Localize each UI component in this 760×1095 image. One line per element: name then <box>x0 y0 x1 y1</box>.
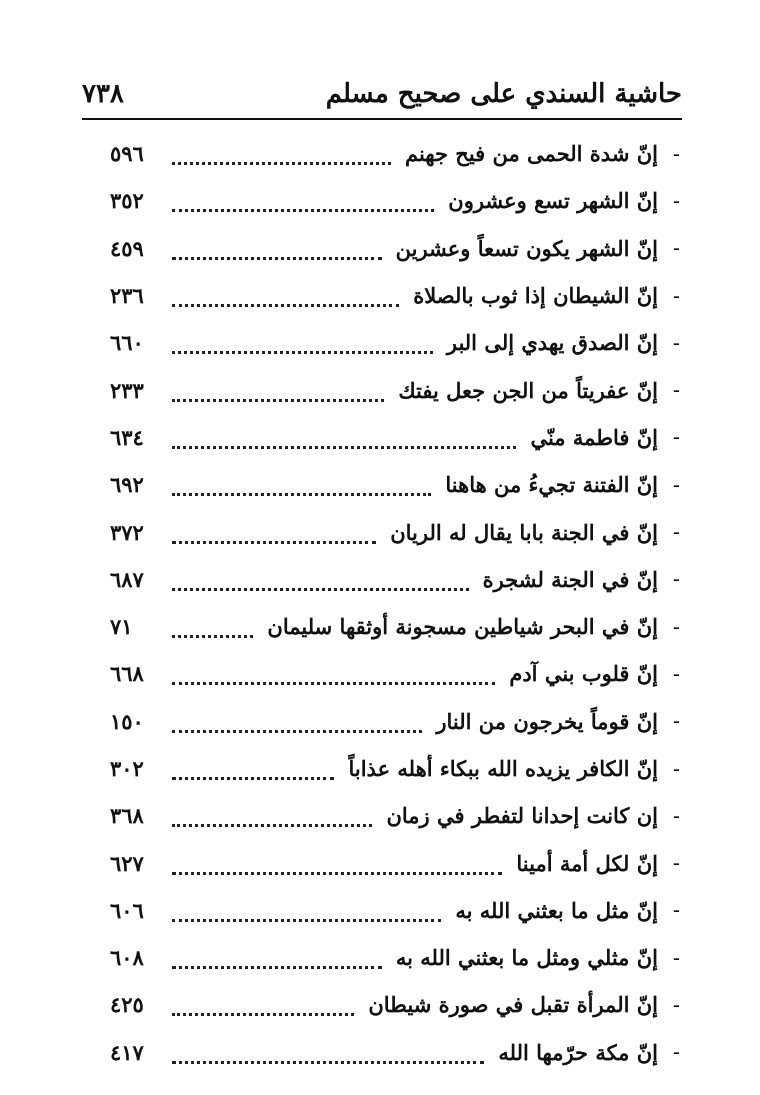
entry-text: إنّ قلوب بني آدم <box>509 661 658 687</box>
entry-text: إنّ في الجنة لشجرة <box>482 566 658 592</box>
entry-dash: - <box>672 472 680 497</box>
entry-page-number: ٢٣٣ <box>110 377 144 403</box>
entry-page-number: ٦٢٧ <box>110 850 144 876</box>
dot-leader <box>172 209 434 212</box>
entry-dash: - <box>672 661 680 686</box>
entry-dash: - <box>672 851 680 876</box>
index-entry <box>110 272 680 319</box>
index-entry <box>110 934 680 981</box>
page-header <box>82 72 682 116</box>
dot-leader <box>172 162 391 165</box>
index-entry <box>110 792 680 839</box>
index-entry <box>110 414 680 461</box>
entry-text: إنّ الصدق يهدي إلى البر <box>446 330 658 356</box>
dot-leader <box>172 304 399 307</box>
entry-text: إنّ الشهر يكون تسعاً وعشرين <box>395 235 658 261</box>
entry-dash: - <box>672 567 680 592</box>
entry-dash: - <box>672 520 680 545</box>
dot-leader <box>172 966 382 969</box>
entry-dash: - <box>672 188 680 213</box>
running-title: حاشية السندي على صحيح مسلم <box>325 79 682 109</box>
entry-text: إنّ مكة حرّمها الله <box>498 1039 658 1065</box>
dot-leader <box>172 588 469 591</box>
entry-text: إنّ في البحر شياطين مسجونة أوثقها سليمان <box>267 614 658 640</box>
dot-leader <box>172 1013 354 1016</box>
dot-leader <box>172 446 516 449</box>
entry-page-number: ٤٢٥ <box>110 992 144 1018</box>
dot-leader <box>172 399 384 402</box>
entry-text: إنّ مثلي ومثل ما بعثني الله به <box>395 945 658 971</box>
dot-leader <box>172 351 433 354</box>
index-entry <box>110 698 680 745</box>
entry-page-number: ٢٣٦ <box>110 283 144 309</box>
entry-page-number: ٣٧٢ <box>110 519 144 545</box>
entry-dash: - <box>672 330 680 355</box>
entry-dash: - <box>672 992 680 1017</box>
entry-text: إن كانت إحدانا لتفطر في زمان <box>386 803 658 829</box>
entry-page-number: ٦٣٤ <box>110 424 144 450</box>
entry-dash: - <box>672 945 680 970</box>
entry-page-number: ٦٠٦ <box>110 897 144 923</box>
entry-text: إنّ عفريتاً من الجن جعل يفتك <box>398 377 658 403</box>
index-entry <box>110 745 680 792</box>
dot-leader <box>172 635 253 638</box>
entry-dash: - <box>672 898 680 923</box>
index-entry <box>110 603 680 650</box>
entry-page-number: ١٥٠ <box>110 708 144 734</box>
dot-leader <box>172 919 441 922</box>
dot-leader <box>172 730 422 733</box>
entry-text: إنّ المرأة تقبل في صورة شيطان <box>368 992 658 1018</box>
entry-dash: - <box>672 614 680 639</box>
entry-page-number: ٦٩٢ <box>110 472 144 498</box>
entry-page-number: ٤٥٩ <box>110 235 144 261</box>
entry-page-number: ٣٥٢ <box>110 188 144 214</box>
index-entry <box>110 839 680 886</box>
entry-dash: - <box>672 141 680 166</box>
index-entry <box>110 650 680 697</box>
dot-leader <box>172 493 431 496</box>
dot-leader <box>172 872 502 875</box>
index-entry <box>110 1029 680 1076</box>
header-divider <box>82 118 682 120</box>
entry-text: إنّ الكافر يزيده الله ببكاء أهله عذاباً <box>348 756 658 781</box>
index-entry <box>110 556 680 603</box>
index-entry <box>110 130 680 177</box>
index-list <box>110 130 680 1076</box>
entry-text: إنّ الفتنة تجيءُ من هاهنا <box>445 472 658 498</box>
index-entry <box>110 461 680 508</box>
entry-text: إنّ لكل أمة أمينا <box>516 850 658 876</box>
index-entry <box>110 981 680 1028</box>
dot-leader <box>172 541 376 544</box>
entry-page-number: ٦٠٨ <box>110 945 144 971</box>
entry-text: إنّ مثل ما بعثني الله به <box>455 897 658 923</box>
index-entry <box>110 366 680 413</box>
entry-text: إنّ الشهر تسع وعشرون <box>448 188 658 214</box>
entry-page-number: ٥٩٦ <box>110 141 144 167</box>
page-number: ٧٣٨ <box>82 79 124 109</box>
dot-leader <box>172 257 382 260</box>
dot-leader <box>172 1061 484 1064</box>
entry-page-number: ٦٨٧ <box>110 566 144 592</box>
index-entry <box>110 508 680 555</box>
entry-page-number: ٣٠٢ <box>110 756 144 781</box>
index-entry <box>110 319 680 366</box>
entry-page-number: ٣٦٨ <box>110 803 144 829</box>
entry-dash: - <box>672 378 680 403</box>
entry-dash: - <box>672 425 680 450</box>
index-entry <box>110 887 680 934</box>
dot-leader <box>172 777 334 780</box>
entry-text: إنّ الشيطان إذا ثوب بالصلاة <box>413 283 658 309</box>
entry-dash: - <box>672 1040 680 1065</box>
dot-leader <box>172 682 495 685</box>
entry-text: إنّ فاطمة منّي <box>530 424 658 450</box>
index-entry <box>110 177 680 224</box>
entry-dash: - <box>672 756 680 781</box>
entry-page-number: ٧١ <box>110 614 133 640</box>
entry-dash: - <box>672 236 680 261</box>
entry-dash: - <box>672 709 680 734</box>
entry-text: إنّ شدة الحمى من فيح جهنم <box>404 141 658 167</box>
entry-dash: - <box>672 803 680 828</box>
entry-page-number: ٦٦٨ <box>110 661 144 687</box>
entry-text: إنّ قوماً يخرجون من النار <box>436 708 658 734</box>
dot-leader <box>172 824 372 827</box>
entry-page-number: ٤١٧ <box>110 1039 144 1065</box>
entry-dash: - <box>672 283 680 308</box>
index-entry <box>110 225 680 272</box>
entry-text: إنّ في الجنة بابا يقال له الريان <box>390 519 658 545</box>
entry-page-number: ٦٦٠ <box>110 330 144 356</box>
